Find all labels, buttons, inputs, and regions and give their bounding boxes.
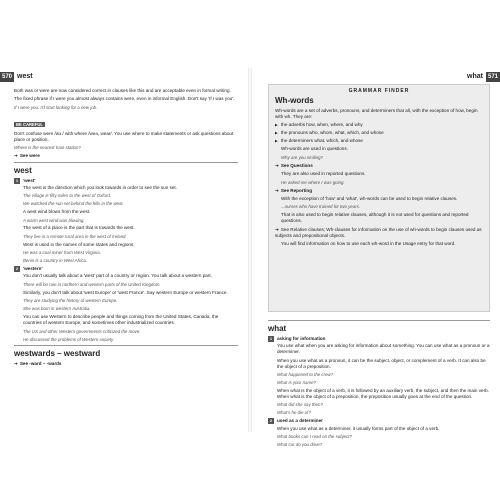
what-sense-1-label: asking for information (277, 336, 326, 342)
divider (268, 320, 490, 321)
see-were-link[interactable] (14, 153, 238, 159)
what-entry (268, 318, 490, 450)
gf-questions-example: Why are you smiling? (281, 154, 323, 160)
what-s2-example-2: What car do you drive? (277, 441, 323, 447)
what-s1-para-1: You use what when you are asking for information about something. You can use what as a pronoun or a determiner. (277, 343, 490, 355)
west-sense-2-label: 'western' (23, 266, 43, 272)
where-para-3: Don't confuse were /wɜː/ with where /weə, wear/. You use where to make statements or ask questions about place or position. (14, 130, 234, 142)
grammar-finder-box (268, 84, 490, 312)
left-running-headword: west (17, 73, 33, 80)
where-example-1: If I were you, I'd start looking for a new job. (14, 104, 98, 110)
west-s1-para-1: The west is the direction which you look towards in order to see the sun set. (23, 184, 177, 190)
what-s1-example-2: What is your name? (277, 379, 317, 385)
what-s1-para-3: When what is the object of a verb, it is followed by an auxiliary verb, the subject, and then the main verb. When what is the object of a preposition, the preposition usually goes at the end of the question. (277, 387, 489, 399)
west-sense-2 (14, 266, 238, 272)
right-running-head (252, 72, 500, 82)
left-page-number: 570 (1, 74, 12, 80)
see-wards-link[interactable] (14, 361, 238, 367)
west-s1-para-4: West is used in the names of some states and regions. (23, 241, 135, 247)
left-page (0, 68, 248, 432)
right-column (268, 84, 490, 447)
west-sense-1-label: 'west' (23, 177, 36, 183)
west-sense-1 (14, 178, 238, 184)
gf-relative-para: With the exception of 'how' and 'what', wh-words can be used to begin relative clauses. (281, 195, 458, 201)
what-sense-2 (268, 418, 490, 424)
where-para-1: Both was or were are now considered correct in clauses like this and are acceptable even in formal writing. (14, 88, 231, 93)
west-s1-example-6: Benin is a country in West Africa. (23, 258, 88, 264)
right-running-headword: what (467, 73, 483, 80)
entry-headword-west: west (14, 165, 32, 175)
left-running-head (0, 72, 248, 82)
sense-number-1: 1 (269, 336, 273, 341)
where-example-2: Where is the nearest train station? (14, 145, 81, 151)
grammar-finder-title: GRAMMAR FINDER (348, 88, 410, 94)
divider (14, 345, 238, 346)
west-s1-example-4: They live in a remote rural area in the west of Ireland. (23, 233, 127, 239)
sense-number-2: 2 (269, 418, 273, 424)
sense-number-1: 1 (15, 177, 19, 183)
arrow-right-icon: ➔ (275, 226, 279, 232)
what-s1-para-2: When you use what as a pronoun, it can be the subject, object, or complement of a verb. It can also be the object of a preposition. (277, 357, 486, 369)
right-page-number: 571 (487, 74, 498, 80)
west-s1-example-1: The village is fifty miles to the west of Oxford. (23, 193, 112, 199)
entry-headword-what: what (268, 324, 287, 333)
west-s2-example-2: They are studying the history of western Europe. (23, 298, 118, 304)
be-careful-label: BE CAREFUL (16, 121, 43, 127)
what-s2-para-1: When you use what as a determiner, it usually forms part of the object of a verb. (277, 425, 440, 431)
arrow-right-icon: ➔ (275, 162, 279, 168)
west-s2-example-3: She was born in western Australia. (23, 306, 91, 312)
see-reporting-link[interactable] (275, 188, 483, 194)
gf-questions-para: Wh-words are used in questions. (281, 146, 348, 152)
gf-relative-example: ...nurses who have trained for two years. (281, 204, 361, 210)
west-s2-para-1: You don't usually talk about a 'west' part of a country or region. You talk about a western part. (23, 273, 212, 279)
what-sense-1 (268, 336, 490, 342)
west-s2-example-4: The US and other Western governments criticized the move. (23, 328, 141, 334)
west-s2-example-5: He discussed the problems of Western society. (23, 336, 115, 342)
what-s2-example-1: What books can I read on the subject? (277, 433, 352, 439)
west-s1-example-2: We watched the sun set behind the hills in the west. (23, 201, 124, 207)
west-s1-example-3: A warm west wind was blowing. (23, 217, 85, 223)
left-column (14, 88, 238, 369)
arrow-right-icon: ➔ (14, 360, 18, 366)
what-s1-example-3: What did she say then? (277, 402, 323, 408)
what-sense-2-label: used as a determiner (277, 418, 323, 424)
entry-headword-westwards: westwards – westward (14, 348, 101, 358)
sense-number-2: 2 (15, 266, 19, 272)
west-s2-para-3: You can use Western to describe people and things coming from the United States, Canada, the countries of western Europe, and sometimes other industrialized countries. (23, 314, 219, 326)
west-s2-para-2: Similarly, you don't talk about 'west Europe' or 'west France'. Say western Europe or western France. (23, 289, 228, 295)
gf-that-para: That is also used to begin relative clauses, although it is not used for questions and reported questions. (281, 212, 469, 224)
arrow-right-icon: ➔ (14, 153, 18, 159)
gf-bullet-determiners: ▶ the determiners what, which, and whose (275, 138, 483, 144)
see-reporting-text: See Reporting (280, 187, 312, 193)
grammar-finder-heading: Wh-words (275, 96, 314, 105)
see-relative-clauses-text: See Relative clauses; Wh-clauses for information on the use of wh-words to begin clauses used as subjects and prepositional objects. (275, 226, 482, 238)
gf-reported-example: He asked me where I was going. (281, 179, 345, 185)
west-s1-para-3: The west of a place is the part that is towards the west. (23, 225, 135, 231)
what-s1-example-1: What happened to the crew? (277, 372, 334, 377)
gf-reported-para: They are also used in reported questions. (281, 171, 366, 177)
gf-bullet-pronouns: ▶ the pronouns who, whom, what, which, and whose (275, 130, 483, 136)
gf-intro: Wh-words are a set of adverbs, pronouns, and determiners that all, with the exception of how, begin with wh. They are: (275, 108, 478, 119)
arrow-right-icon: ➔ (275, 187, 279, 193)
what-s1-example-4: What's he die of? (277, 410, 311, 416)
see-were-text: See were (19, 153, 40, 159)
right-page (252, 68, 500, 447)
see-questions-text: See Questions (280, 162, 313, 168)
book-spread (0, 68, 500, 447)
see-questions-link[interactable] (275, 163, 483, 169)
see-wards-text: See -ward – -wards (19, 360, 62, 366)
west-s2-example-1: There will be rain in northern and western parts of the United Kingdom. (23, 281, 161, 287)
see-relative-clauses-link[interactable] (275, 227, 483, 239)
divider (14, 162, 238, 163)
gf-bullet-adverbs: ▶ the adverbs how, when, where, and why (275, 122, 483, 128)
gf-usage-para: You will find information on how to use each wh-word in the Usage entry for that word. (281, 241, 456, 247)
west-s1-example-5: He was a coal miner from West Virginia. (23, 250, 101, 256)
west-s1-para-2: A west wind blows from the west. (23, 209, 91, 215)
where-para-2: The fixed phrase if I were you almost always contains were, even in informal English. Don't say 'If I was you'. (14, 96, 235, 102)
